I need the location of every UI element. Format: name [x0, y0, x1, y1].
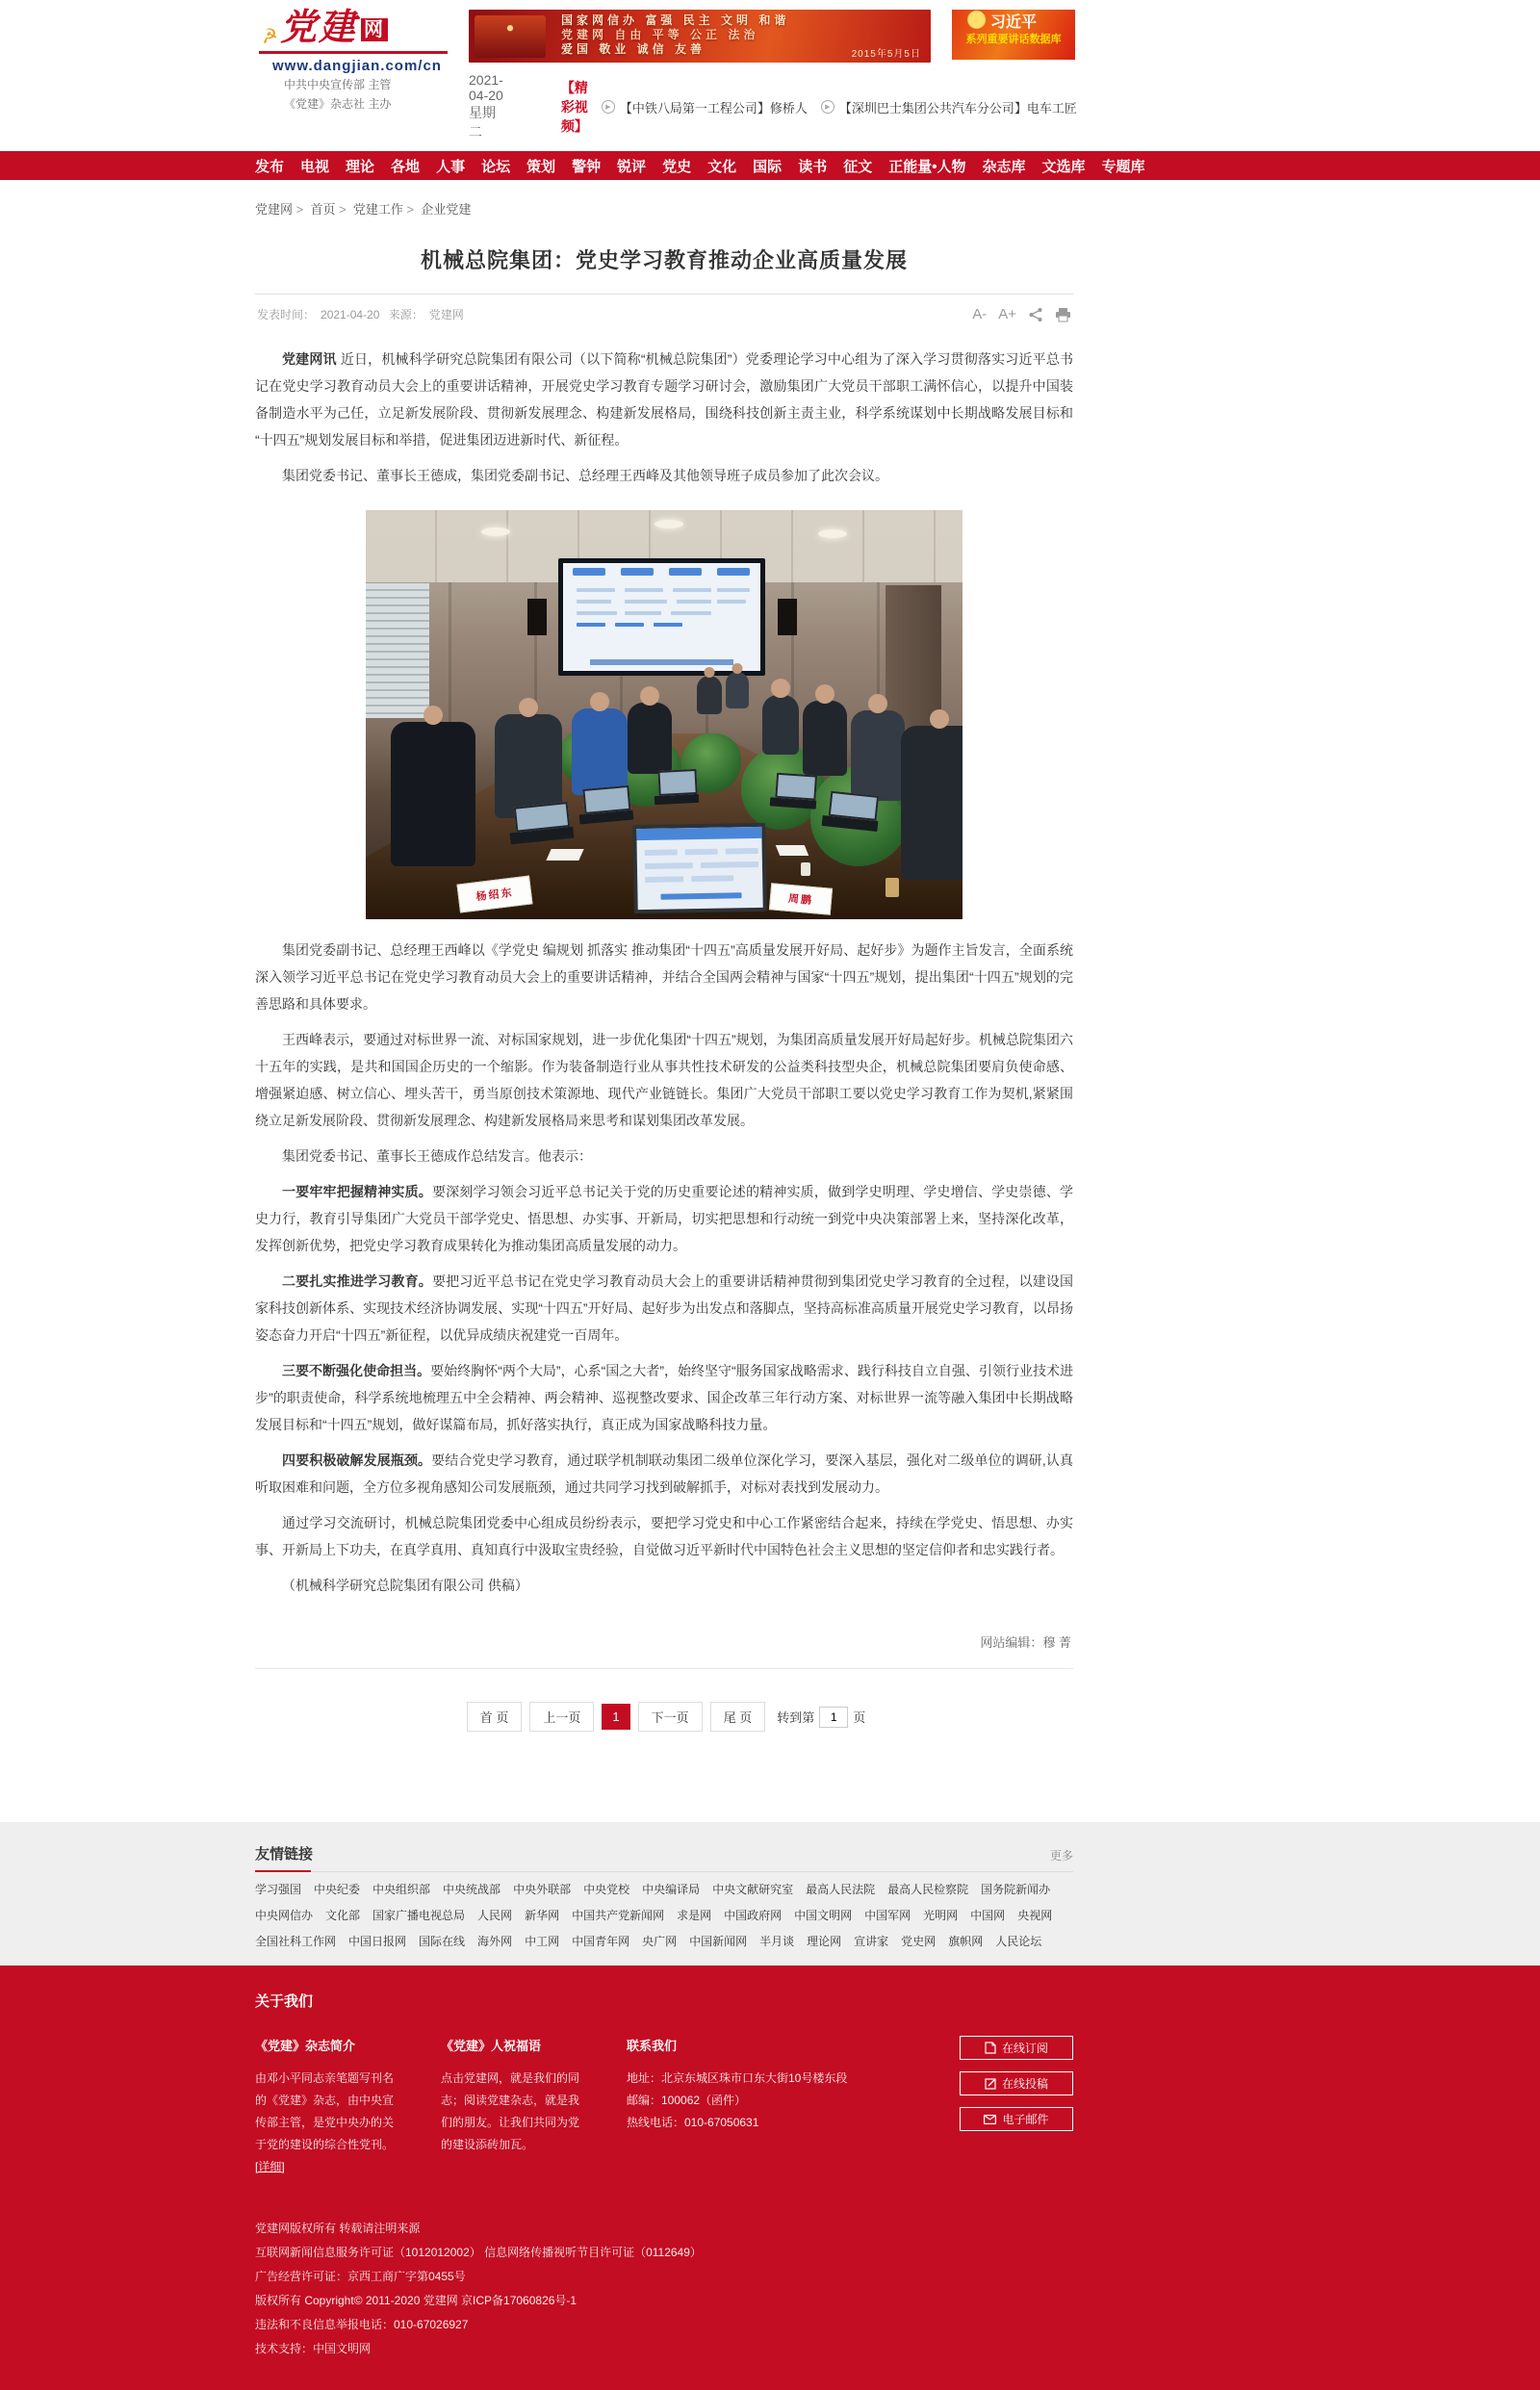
page-title: 机械总院集团：党史学习教育推动企业高质量发展 [420, 248, 908, 272]
copyright-block [255, 2217, 1073, 2361]
goto-suffix: 页 [853, 1710, 866, 1725]
friend-link[interactable]: 中央编译局 [642, 1883, 701, 1896]
friend-link[interactable]: 海外网 [477, 1935, 513, 1948]
goto-label: 转到第 [777, 1710, 815, 1725]
blessing-column: 《党建》人祝福语 点击党建网，就是我们的同志；阅读党建杂志，就是我们的朋友。让我们共同为党的建设添砖加瓦。 [441, 2036, 590, 2178]
nav-item[interactable]: 文化 [707, 158, 737, 175]
nav-item[interactable]: 党史 [662, 158, 692, 175]
friend-link[interactable]: 人民论坛 [995, 1935, 1042, 1948]
source-value: 党建网 [428, 308, 464, 321]
nav-item[interactable]: 电视 [300, 158, 330, 175]
friend-link[interactable]: 中央党校 [583, 1883, 630, 1896]
friend-link[interactable]: 中国网 [970, 1909, 1006, 1922]
friend-link[interactable]: 人民网 [477, 1909, 513, 1922]
projector-screen [558, 558, 765, 676]
nav-item[interactable]: 论坛 [481, 158, 511, 175]
friend-link[interactable]: 中国新闻网 [689, 1935, 748, 1948]
copyright-line: 党建网版权所有 转载请注明来源 [255, 2222, 421, 2235]
copyright-line: 互联网新闻信息服务许可证（1012012002） 信息网络传播视听节目许可证（0112649） [255, 2246, 702, 2259]
friend-link[interactable]: 最高人民法院 [806, 1883, 876, 1896]
banner-date: 2015年5月5日 [851, 49, 921, 60]
friend-link[interactable]: 党史网 [901, 1935, 937, 1948]
speaker [778, 599, 797, 635]
friend-link[interactable]: 国务院新闻办 [981, 1883, 1051, 1896]
breadcrumb-item[interactable]: > 党建工作 [335, 202, 402, 217]
nav-item[interactable]: 正能量•人物 [888, 158, 966, 175]
nav-item[interactable]: 策划 [526, 158, 556, 175]
about-us-title: 关于我们 [255, 1993, 314, 2010]
magazine-intro-column: 《党建》杂志简介 由邓小平同志亲笔题写刊名的《党建》杂志，由中央宣传部主管，是党中央办的关于党的建设的综合性党刊。[详细] [255, 2036, 404, 2178]
site-footer [0, 1966, 1540, 2390]
share-icon[interactable] [1028, 307, 1043, 322]
person [726, 672, 749, 708]
friend-link[interactable]: 中国日报网 [348, 1935, 407, 1948]
nav-item[interactable]: 发布 [255, 158, 285, 175]
video-ticker-label: 【精彩视频】 [560, 80, 588, 134]
party-emblem-icon: ☭ [258, 24, 281, 49]
font-larger-button[interactable]: A+ [998, 306, 1016, 322]
cup [886, 878, 899, 897]
friend-link[interactable]: 学习强国 [255, 1883, 302, 1896]
main-nav [0, 151, 1540, 180]
logo-net-badge: 网 [361, 18, 388, 41]
friend-link[interactable]: 中国政府网 [724, 1909, 783, 1922]
nav-item[interactable]: 理论 [346, 158, 375, 175]
person [851, 710, 905, 801]
column-title: 《党建》杂志简介 [255, 2039, 356, 2053]
article-paragraph: 通过学习交流研讨，机械总院集团党委中心组成员纷纷表示，要把学习党史和中心工作紧密结合起来，持续在学党史、悟思想、办实事、开新局上下功夫，在真学真用、真知真行中汲取宝贵经验，自觉做习近平新时代中国特色社会主义思想的坚定信仰者和忠实践行者。 [255, 1515, 1073, 1557]
nav-item[interactable]: 国际 [753, 158, 783, 175]
friend-link[interactable]: 半月谈 [759, 1935, 795, 1948]
friend-link[interactable]: 中国军网 [864, 1909, 911, 1922]
friend-link[interactable]: 央广网 [642, 1935, 678, 1948]
cup [801, 862, 810, 876]
nav-item[interactable]: 文选库 [1041, 158, 1086, 175]
nav-item[interactable]: 征文 [843, 158, 873, 175]
article-paragraph: 三要不断强化使命担当。要始终胸怀“两个大局”，心系“国之大者”，始终坚守“服务国家战略需求、践行科技自立自强、引领行业技术进步”的职责使命，科学系统地梳理五中全会精神、两会精神、巡视整改要求、国企改革三年行动方案、对标世界一流等融入集团中长期战略发展目标和“十四五”规划，做好谋篇布局，抓好落实执行，真正成为国家战略科技力量。 [255, 1363, 1073, 1432]
friend-link[interactable]: 中国共产党新闻网 [572, 1909, 665, 1922]
ceiling-light [654, 520, 683, 528]
friend-link[interactable]: 中央文献研究室 [712, 1883, 794, 1896]
person [628, 703, 672, 774]
video-link[interactable]: 【深圳巴士集团公共汽车分公司】电车工匠 [838, 100, 1077, 116]
friend-link[interactable]: 中工网 [525, 1935, 560, 1948]
person [762, 695, 799, 755]
logo-block [255, 10, 469, 141]
article-paragraph: 二要扎实推进学习教育。要把习近平总书记在党史学习教育动员大会上的重要讲话精神贯彻到集团党史学习教育的全过程，以建设国家科技创新体系、实现技术经济协调发展、实现“十四五”开好局、起好步为出发点和落脚点，坚持高标准高质量开展党史学习教育，以昂扬姿态奋力开启“十四五”新征程，以优异成绩庆祝建党一百周年。 [255, 1273, 1074, 1343]
font-smaller-button[interactable]: A- [972, 306, 988, 322]
core-values-banner[interactable] [469, 10, 931, 63]
current-page: 1 [602, 1704, 629, 1730]
friend-link[interactable]: 新华网 [525, 1909, 560, 1922]
friend-link[interactable]: 最高人民检察院 [887, 1883, 969, 1896]
column-title: 《党建》人祝福语 [441, 2039, 542, 2053]
friend-link[interactable]: 中央纪委 [314, 1883, 361, 1896]
friendship-links-title: 友情链接 [255, 1846, 314, 1863]
friendship-links-section [0, 1822, 1540, 1966]
copyright-line: 违法和不良信息举报电话：010-67026927 [255, 2318, 469, 2331]
more-link[interactable]: 更多 [1049, 1849, 1073, 1863]
online-submit-button[interactable]: 在线投稿 [960, 2071, 1073, 2095]
goto-page-input[interactable] [819, 1707, 848, 1728]
nav-item[interactable]: 锐评 [617, 158, 647, 175]
video-link[interactable]: 【中铁八局第一工程公司】修桥人 [619, 100, 808, 116]
article-meta [255, 295, 1073, 328]
site-logo[interactable] [280, 10, 388, 46]
person [697, 676, 722, 714]
breadcrumb-item[interactable]: 党建网 [255, 202, 294, 217]
nav-item[interactable]: 专题库 [1101, 158, 1145, 175]
contact-column [627, 2036, 848, 2178]
last-page-button[interactable]: 尾 页 [710, 1702, 766, 1732]
logo-text: 党建 [279, 8, 357, 48]
ceiling-light [481, 527, 510, 536]
breadcrumb-item[interactable]: > 首页 [293, 202, 335, 217]
publish-date: 2021-04-20 [321, 308, 380, 321]
name-card: 周鹏 [769, 883, 833, 914]
first-page-button[interactable]: 首 页 [467, 1702, 523, 1732]
friend-link[interactable]: 旗帜网 [948, 1935, 984, 1948]
print-icon[interactable] [1055, 307, 1071, 322]
meeting-photo [366, 510, 962, 919]
article-body [255, 346, 1073, 1599]
friend-link[interactable]: 中央外联部 [513, 1883, 572, 1896]
db-banner-line2: 系列重要讲话数据库 [965, 34, 1062, 45]
article-paragraph: 集团党委副书记、总经理王西峰以《学党史 编规划 抓落实 推动集团“十四五”高质量发展开好局、起好步》为题作主旨发言，全面系统深入领学习近平总书记在党史学习教育动员大会上的重要讲话精神，并结合全国两会精神与国家“十四五”规划，提出集团“十四五”规划的完善思路和具体要求。 [255, 942, 1073, 1012]
friend-link[interactable]: 中央网信办 [255, 1909, 314, 1922]
pagination [255, 1702, 1073, 1789]
logo-rule [259, 51, 448, 54]
site-url[interactable]: www.dangjian.com/cn [272, 58, 442, 74]
friend-link[interactable]: 文化部 [325, 1909, 361, 1922]
laptop-screen [632, 823, 767, 913]
video-ticker [469, 72, 1075, 141]
breadcrumb [255, 180, 1073, 223]
article-paragraph: （机械科学研究总院集团有限公司 供稿） [282, 1578, 528, 1593]
play-icon: ▶ [602, 100, 615, 114]
nav-item[interactable]: 人事 [436, 158, 466, 175]
copyright-line: 广告经营许可证：京西工商广字第0455号 [255, 2270, 466, 2283]
friend-link[interactable]: 中国文明网 [794, 1909, 853, 1922]
door [886, 585, 941, 730]
article-paragraph: 集团党委书记、董事长王德成作总结发言。他表示： [282, 1148, 592, 1164]
paper [546, 849, 583, 861]
nav-item[interactable]: 读书 [798, 158, 828, 175]
banner-slogan-row: 党建网 自由 平等 公正 法治 [561, 28, 759, 41]
copyright-line: 技术支持：中国文明网 [255, 2342, 372, 2355]
video-ticker-item [602, 98, 808, 116]
article-paragraph: 集团党委书记、董事长王德成，集团党委副书记、总经理王西峰及其他领导班子成员参加了此次会议。 [282, 468, 888, 483]
publish-time-label: 发表时间： [257, 308, 316, 321]
email-button[interactable]: 电子邮件 [960, 2107, 1073, 2131]
source-label: 来源： [388, 308, 424, 321]
next-page-button[interactable]: 下一页 [638, 1702, 703, 1732]
db-banner-line1: 习近平 [989, 14, 1037, 31]
contact-zip: 邮编：100062（函件） [627, 2094, 747, 2107]
friend-link[interactable]: 全国社科工作网 [255, 1935, 337, 1948]
speaker [527, 599, 547, 635]
nav-item[interactable]: 杂志库 [982, 158, 1026, 175]
person [803, 701, 847, 776]
supervisor-line: 中共中央宣传部 主管 [284, 78, 392, 91]
paper [776, 845, 808, 856]
organizer-line: 《党建》杂志社 主办 [284, 97, 392, 111]
copyright-line: 版权所有 Copyright© 2011-2020 党建网 京ICP备17060826号-1 [255, 2294, 578, 2307]
window-blinds [366, 583, 429, 718]
person [901, 726, 962, 880]
name-card: 杨绍东 [456, 875, 532, 912]
contact-address: 地址：北京东城区珠市口东大街10号楼东段 [627, 2071, 848, 2085]
friend-link[interactable]: 宣讲家 [854, 1935, 889, 1948]
online-subscribe-button[interactable]: 在线订阅 [960, 2036, 1073, 2060]
friend-link[interactable]: 国际在线 [419, 1935, 466, 1948]
contact-hotline: 热线电话：010-67050631 [627, 2116, 759, 2129]
play-icon: ▶ [821, 100, 834, 114]
detail-link[interactable]: [详细] [255, 2160, 285, 2173]
friend-link[interactable]: 理论网 [807, 1935, 842, 1948]
column-title: 联系我们 [627, 2039, 678, 2053]
friend-link[interactable]: 央视网 [1017, 1909, 1053, 1922]
current-date: 2021-04-20 星期二 [469, 72, 503, 140]
nav-item[interactable]: 警钟 [572, 158, 602, 175]
article-paragraph: 党建网讯 近日，机械科学研究总院集团有限公司（以下简称“机械总院集团”）党委理论学习中心组为了深入学习贯彻落实习近平总书记在党史学习教育动员大会上的重要讲话精神，开展党史学习教育专题学习研讨会，激励集团广大党员干部职工满怀信心，以提升中国装备制造水平为己任，立足新发展阶段、贯彻新发展理念、构建新发展格局，围绕科技创新主责主业，科学系统谋划中长期战略发展目标和“十四五”规划发展目标和举措，促进集团迈进新时代、新征程。 [255, 351, 1074, 448]
site-header [0, 0, 1540, 141]
friend-link[interactable]: 求是网 [677, 1909, 712, 1922]
speech-database-banner[interactable] [952, 10, 1075, 60]
friend-link[interactable]: 光明网 [923, 1909, 959, 1922]
banner-slogan-row: 国家网信办 富强 民主 文明 和谐 [561, 13, 790, 27]
site-editor: 网站编辑：穆 菁 [980, 1635, 1071, 1650]
prev-page-button[interactable]: 上一页 [529, 1702, 594, 1732]
friend-link[interactable]: 中央组织部 [372, 1883, 431, 1896]
breadcrumb-item[interactable]: > 企业党建 [403, 202, 471, 217]
nav-item[interactable]: 各地 [391, 158, 421, 175]
person [391, 722, 475, 866]
video-ticker-item [821, 98, 1077, 116]
banner-slogan-row: 爱国 敬业 诚信 友善 [561, 42, 706, 56]
article-paragraph: 四要积极破解发展瓶颈。要结合党史学习教育，通过联学机制联动集团二级单位深化学习，要深入基层，强化对二级单位的调研,认真听取困难和问题，全方位多视角感知公司发展瓶颈，通过共同学习找到破解抓手，对标对表找到发展动力。 [255, 1452, 1074, 1495]
article-paragraph: 王西峰表示，要通过对标世界一流、对标国家规划，进一步优化集团“十四五”规划，为集团高质量发展开好局起好步。机械总院集团六十五年的实践，是共和国国企历史的一个缩影。作为装备制造行业从事共性技术研发的公益类科技型央企，机械总院集团要肩负使命感、增强紧迫感、树立信心、埋头苦干，勇当原创技术策源地、现代产业链链长。集团广大党员干部职工要以党史学习教育工作为契机,紧紧围绕立足新发展阶段、贯彻新发展理念、构建新发展格局来思考和谋划集团改革发展。 [255, 1032, 1073, 1128]
friend-link[interactable]: 中央统战部 [443, 1883, 501, 1896]
article-paragraph: 一要牢牢把握精神实质。要深刻学习领会习近平总书记关于党的历史重要论述的精神实质，做到学史明理、学史增信、学史崇德、学史力行，教育引导集团广大党员干部学党史、悟思想、办实事、开新局，切实把思想和行动统一到党中央决策部署上来，坚持深化改革，发挥创新优势，把党史学习教育成果转化为推动集团高质量发展的动力。 [255, 1184, 1074, 1253]
friend-link[interactable]: 中国青年网 [572, 1935, 630, 1948]
ceiling-light [818, 529, 847, 538]
article-divider [255, 1668, 1073, 1669]
friend-link[interactable]: 国家广播电视总局 [372, 1909, 466, 1922]
article [255, 223, 1073, 1789]
person [572, 708, 628, 795]
